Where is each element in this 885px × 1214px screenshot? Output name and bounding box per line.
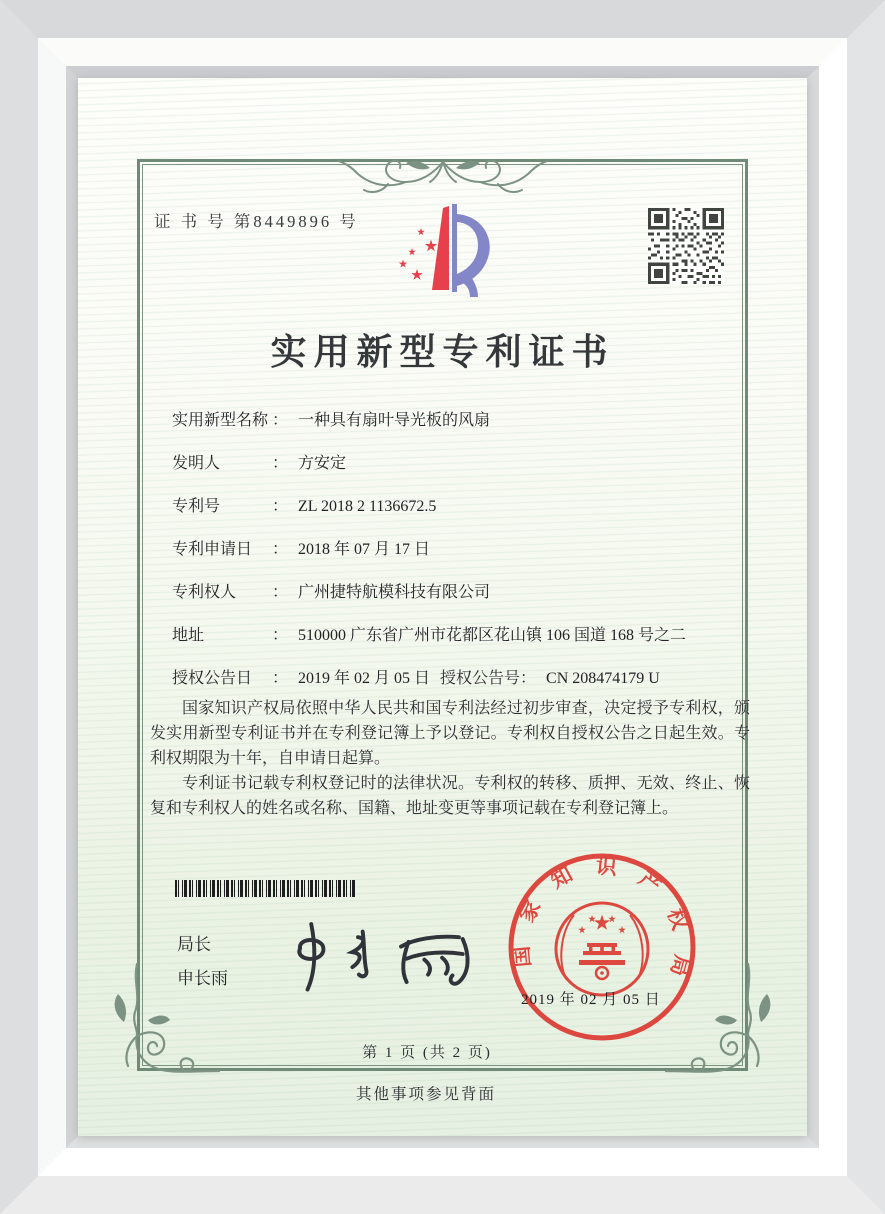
body-paragraph: 国家知识产权局依照中华人民共和国专利法经过初步审查，决定授予专利权，颁发实用新型专利证书并在专利登记簿上予以登记。专利权自授权公告之日起生效。专利权期限为十年，自申请日起算。 [150,700,750,767]
field-row-inventor [172,453,738,475]
field-colon: ： [272,627,289,644]
director-name: 申长雨 [177,969,228,988]
picture-frame-face [38,38,847,1176]
director-block [177,928,228,996]
cnipa-logo-icon [390,198,500,303]
picture-frame-inner-lip [66,66,819,1148]
field-colon: ： [272,584,289,601]
field-label: 专利权人 [172,584,237,601]
field-colon: ： [272,412,289,429]
seal-date: 2019 年 02 月 05 日 [521,992,661,1008]
field-colon: ： [272,498,289,515]
field-colon: ： [272,670,289,687]
svg-text:国家知识产权局: 国家知识产权局 [508,853,695,984]
field-label: 实用新型名称 [172,412,269,429]
field-value: 2018 年 07 月 17 日 [298,541,431,558]
field-row-grant [172,668,738,690]
field-value: ZL 2018 2 1136672.5 [298,498,437,515]
field-row-patent-number [172,496,738,518]
director-signature [272,914,487,994]
certificate-title: 实用新型专利证书 [270,332,615,372]
field-row-patentee [172,582,738,604]
page-indicator: 第 1 页 (共 2 页) [362,1045,492,1061]
grant-date-group [172,668,440,690]
field-value: 一种具有扇叶导光板的风扇 [298,412,491,429]
official-seal-icon [504,849,700,1045]
qr-code [648,208,724,284]
director-title: 局长 [177,935,211,954]
field-label: 授权公告日 [172,670,253,687]
field-colon: ： [272,541,289,558]
field-row-filing-date [172,539,738,561]
barcode [175,880,357,897]
field-colon: ： [520,670,537,687]
field-row-name [172,410,738,432]
grant-number-value: CN 208474179 U [546,670,660,687]
certificate-body [150,696,750,821]
field-value: 510000 广东省广州市花都区花山镇 106 国道 168 号之二 [298,627,687,644]
field-row-address [172,625,738,647]
field-label: 专利申请日 [172,541,253,558]
field-label: 专利号 [172,498,221,515]
back-note: 其他事项参见背面 [355,1086,496,1103]
grant-number-label: 授权公告号 [440,670,521,687]
certificate-fields [172,410,738,711]
certificate-number: 证 书 号 第8449896 号 [154,212,359,231]
field-colon: ： [272,455,289,472]
field-label: 地址 [172,627,205,644]
field-value: 广州捷特航模科技有限公司 [298,584,491,601]
field-value: 方安定 [298,455,347,472]
body-paragraph: 专利证书记载专利权登记时的法律状况。专利权的转移、质押、无效、终止、恢复和专利权人的姓名或名称、国籍、地址变更等事项记载在专利登记簿上。 [150,775,750,817]
certificate-page [78,78,807,1136]
field-value: 2019 年 02 月 05 日 [298,670,431,687]
field-label: 发明人 [172,455,221,472]
